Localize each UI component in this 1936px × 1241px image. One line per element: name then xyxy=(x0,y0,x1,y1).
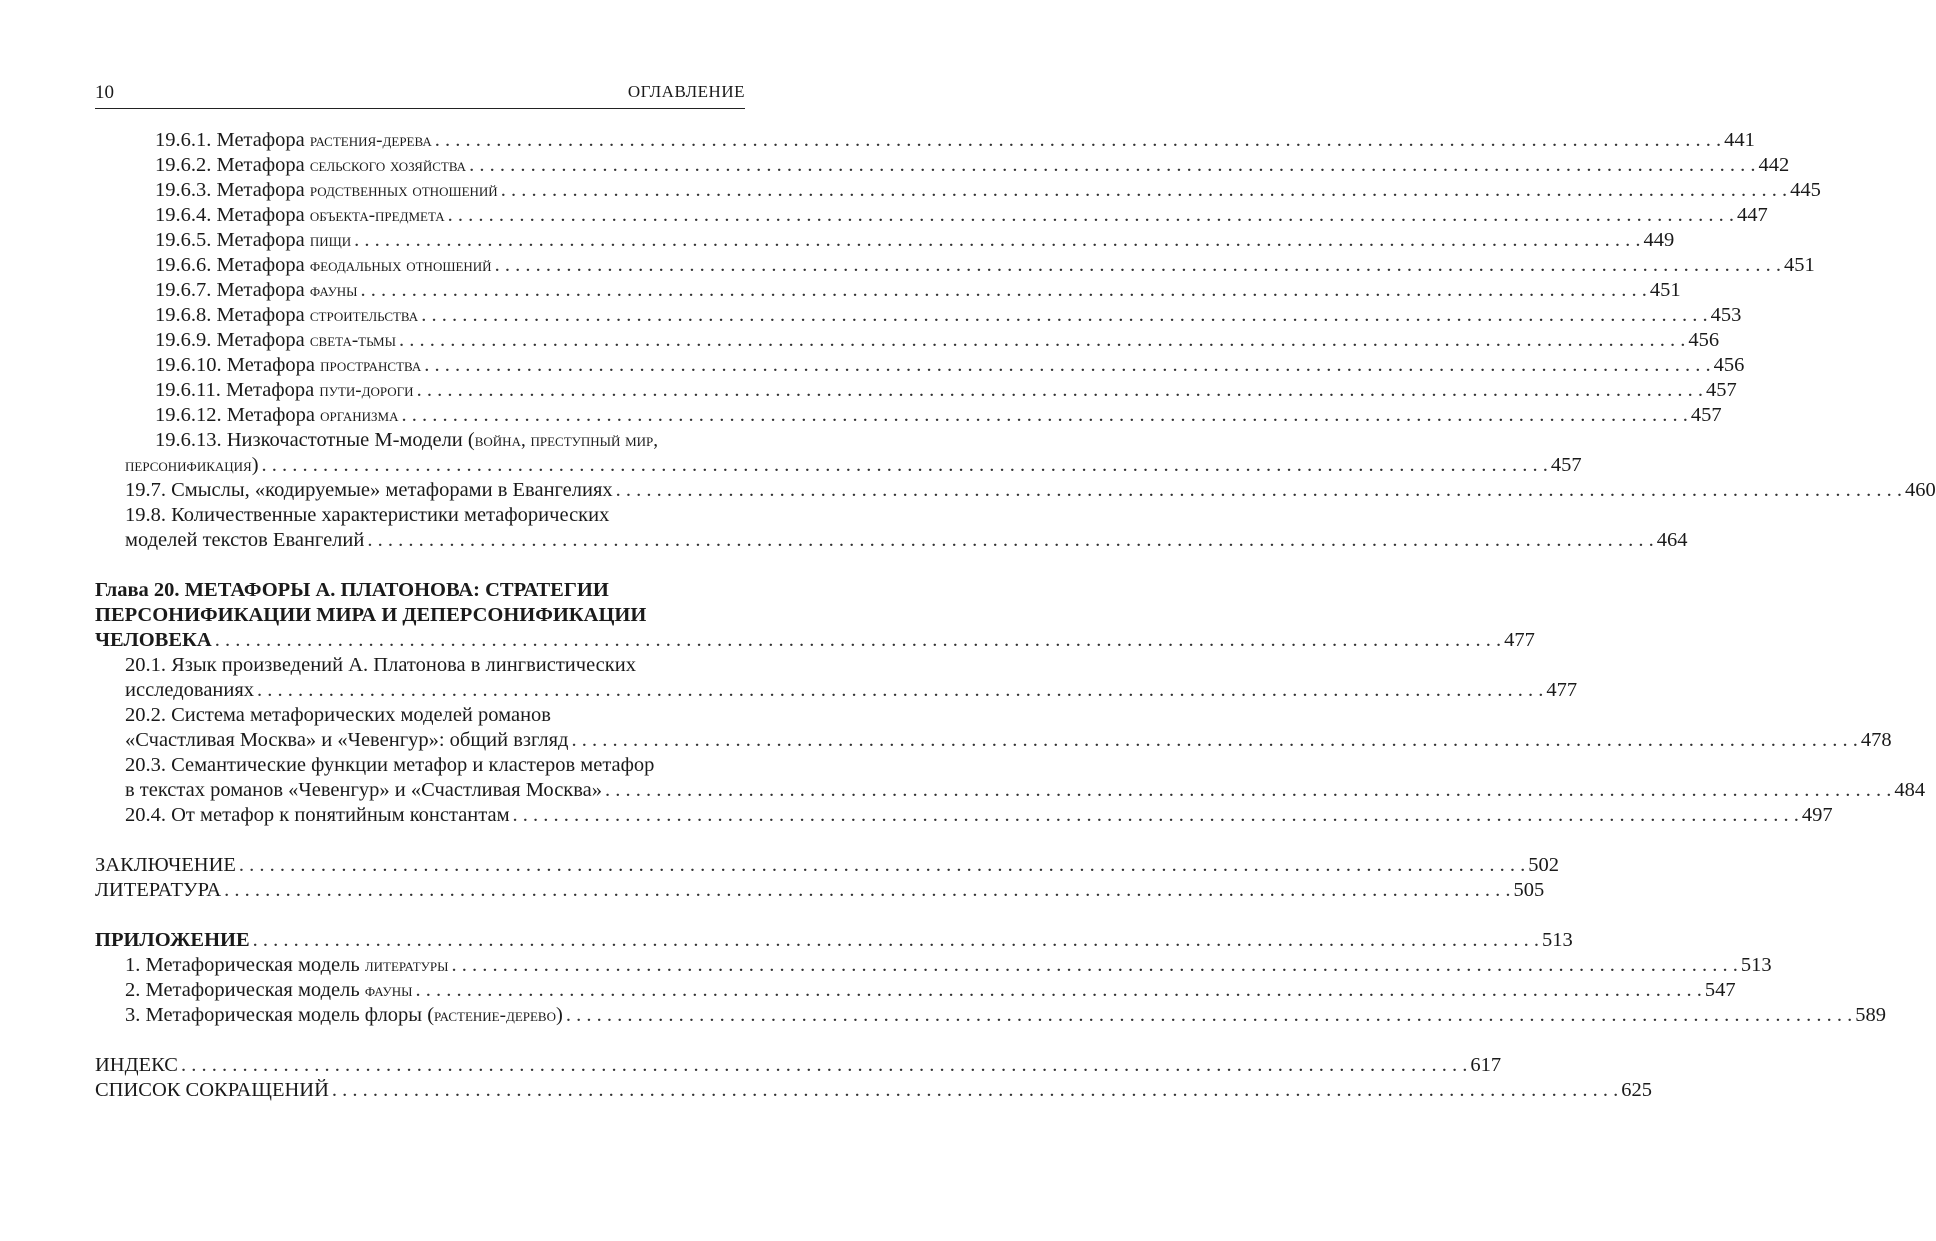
entry-prefix: 19.6.2. Метафора xyxy=(155,154,310,176)
toc-appendix-3[interactable] xyxy=(95,1003,1886,1028)
leader-dots xyxy=(451,953,1737,978)
toc-entry-19-6-11[interactable] xyxy=(95,378,1737,403)
entry-topic: родственных отношений xyxy=(309,180,498,201)
toc-index[interactable] xyxy=(95,1053,1502,1078)
leader-dots xyxy=(415,978,1701,1003)
entry-page: 547 xyxy=(1704,979,1736,1001)
entry-title: 20.4. От метафор к понятийным константам xyxy=(125,804,510,826)
entry-title: 20.2. Система метафорических моделей романов xyxy=(125,704,551,726)
leader-dots xyxy=(566,1003,1852,1028)
entry-title: 20.1. Язык произведений А. Платонова в лингвистических xyxy=(125,654,636,676)
entry-page: 457 xyxy=(1690,404,1722,426)
toc-entry-19-7[interactable] xyxy=(95,478,1936,503)
leader-dots xyxy=(469,153,1755,178)
toc-conclusion[interactable] xyxy=(95,853,1560,878)
toc-entry-19-6-8[interactable] xyxy=(95,303,1742,328)
entry-prefix: 19.6.5. Метафора xyxy=(155,229,310,251)
toc-chapter-20-line3[interactable] xyxy=(95,628,1535,653)
leader-dots xyxy=(239,853,1525,878)
leader-dots xyxy=(361,278,1647,303)
running-title: ОГЛАВЛЕНИЕ xyxy=(627,82,745,101)
entry-title: ЗАКЛЮЧЕНИЕ xyxy=(95,854,236,876)
entry-topic: фауны xyxy=(364,980,413,1001)
entry-page: 617 xyxy=(1470,1054,1502,1076)
leader-dots xyxy=(367,528,1653,553)
entry-topic: растения-дерева xyxy=(309,130,432,151)
entry-topic: пути-дороги xyxy=(319,380,414,401)
entry-title: «Счастливая Москва» и «Чевенгур»: общий взгляд xyxy=(125,729,569,751)
leader-dots xyxy=(513,803,1799,828)
toc-entry-19-6-1[interactable] xyxy=(95,128,1755,153)
entry-page: 460 xyxy=(1905,479,1936,501)
entry-page: 513 xyxy=(1740,954,1772,976)
entry-prefix: 1. Метафорическая модель xyxy=(125,954,365,976)
leader-dots xyxy=(257,678,1543,703)
entry-prefix: 2. Метафорическая модель xyxy=(125,979,365,1001)
entry-prefix: 19.6.9. Метафора xyxy=(155,329,310,351)
page-number: 10 xyxy=(95,82,114,103)
leader-dots xyxy=(215,628,1501,653)
entry-page: 513 xyxy=(1542,929,1573,951)
toc-entry-19-6-13-line2[interactable] xyxy=(95,453,1582,478)
toc-literature[interactable] xyxy=(95,878,1545,903)
entry-page: 478 xyxy=(1860,729,1892,751)
entry-title: 19.8. Количественные характеристики метафорических xyxy=(125,504,610,526)
entry-page: 451 xyxy=(1783,254,1815,276)
entry-page: 502 xyxy=(1528,854,1560,876)
toc-appendix[interactable] xyxy=(95,928,1573,953)
toc-entry-20-2-line2[interactable] xyxy=(95,728,1892,753)
entry-suffix: ) xyxy=(251,454,259,476)
entry-prefix: 19.6.10. Метафора xyxy=(155,354,321,376)
toc-entry-19-6-5[interactable] xyxy=(95,228,1675,253)
leader-dots xyxy=(401,403,1687,428)
toc-entry-20-1-line2[interactable] xyxy=(95,678,1578,703)
toc-entry-19-8-line2[interactable] xyxy=(95,528,1688,553)
entry-topic: война, преступный мир, xyxy=(474,430,659,451)
entry-topic: строительства xyxy=(309,305,419,326)
toc-entry-19-6-3[interactable] xyxy=(95,178,1821,203)
entry-title: в текстах романов «Чевенгур» и «Счастливая Москва» xyxy=(125,779,603,801)
toc-entry-20-4[interactable] xyxy=(95,803,1833,828)
leader-dots xyxy=(448,203,1734,228)
entry-prefix: 3. Метафорическая модель флоры ( xyxy=(125,1004,435,1026)
entry-topic: сельского хозяйства xyxy=(309,155,467,176)
entry-page: 441 xyxy=(1724,129,1755,151)
entry-page: 457 xyxy=(1705,379,1737,401)
table-of-contents xyxy=(95,128,1936,1103)
toc-appendix-1[interactable] xyxy=(95,953,1772,978)
chapter-title: ПЕРСОНИФИКАЦИИ МИРА И ДЕПЕРСОНИФИКАЦИИ xyxy=(95,604,647,626)
entry-topic: организма xyxy=(320,405,399,426)
leader-dots xyxy=(224,878,1510,903)
toc-entry-19-6-12[interactable] xyxy=(95,403,1722,428)
chapter-title: ЧЕЛОВЕКА xyxy=(95,629,212,651)
leader-dots xyxy=(253,928,1539,953)
entry-page: 589 xyxy=(1855,1004,1886,1026)
entry-title: ЛИТЕРАТУРА xyxy=(95,879,222,901)
toc-entry-19-6-2[interactable] xyxy=(95,153,1790,178)
entry-page: 625 xyxy=(1621,1079,1653,1101)
leader-dots xyxy=(421,303,1707,328)
entry-prefix: 19.6.6. Метафора xyxy=(155,254,310,276)
entry-title: СПИСОК СОКРАЩЕНИЙ xyxy=(95,1079,329,1101)
leader-dots xyxy=(181,1053,1467,1078)
entry-page: 442 xyxy=(1758,154,1790,176)
toc-entry-19-8-line1[interactable] xyxy=(95,503,745,528)
entry-prefix: 19.6.1. Метафора xyxy=(155,129,310,151)
entry-page: 451 xyxy=(1649,279,1681,301)
toc-chapter-20-line2[interactable] xyxy=(95,603,745,628)
leader-dots xyxy=(571,728,1857,753)
entry-prefix: 19.6.4. Метафора xyxy=(155,204,310,226)
entry-title: ПРИЛОЖЕНИЕ xyxy=(95,929,250,951)
toc-chapter-20-line1[interactable] xyxy=(95,578,745,603)
leader-dots xyxy=(501,178,1787,203)
toc-appendix-2[interactable] xyxy=(95,978,1736,1003)
entry-topic: пищи xyxy=(309,230,352,251)
toc-entry-19-6-9[interactable] xyxy=(95,328,1720,353)
entry-topic: растение-дерево xyxy=(434,1005,556,1026)
leader-dots xyxy=(424,353,1710,378)
entry-page: 445 xyxy=(1790,179,1821,201)
leader-dots xyxy=(605,778,1891,803)
entry-prefix: 19.6.11. Метафора xyxy=(155,379,320,401)
leader-dots xyxy=(399,328,1685,353)
entry-prefix: 19.6.12. Метафора xyxy=(155,404,321,426)
leader-dots xyxy=(332,1078,1618,1103)
entry-suffix: ) xyxy=(556,1004,563,1026)
toc-abbreviations[interactable] xyxy=(95,1078,1653,1103)
toc-entry-20-2-line1[interactable] xyxy=(95,703,745,728)
entry-prefix: 19.6.8. Метафора xyxy=(155,304,310,326)
toc-entry-19-6-6[interactable] xyxy=(95,253,1815,278)
toc-entry-20-3-line2[interactable] xyxy=(95,778,1926,803)
leader-dots xyxy=(417,378,1703,403)
running-header xyxy=(95,80,745,109)
entry-page: 477 xyxy=(1504,629,1535,651)
entry-topic: персонификация xyxy=(125,455,252,476)
entry-topic: литературы xyxy=(364,955,449,976)
entry-page: 497 xyxy=(1801,804,1833,826)
leader-dots xyxy=(616,478,1902,503)
entry-page: 484 xyxy=(1894,779,1926,801)
entry-page: 505 xyxy=(1513,879,1545,901)
entry-title: моделей текстов Евангелий xyxy=(125,529,365,551)
entry-prefix: 19.6.13. Низкочастотные М-модели ( xyxy=(155,429,475,451)
entry-page: 449 xyxy=(1643,229,1675,251)
leader-dots xyxy=(495,253,1781,278)
toc-entry-19-6-13-line1[interactable] xyxy=(95,428,745,453)
entry-page: 453 xyxy=(1710,304,1742,326)
entry-topic: объекта-предмета xyxy=(309,205,445,226)
leader-dots xyxy=(435,128,1721,153)
leader-dots xyxy=(262,453,1548,478)
entry-topic: пространства xyxy=(320,355,422,376)
entry-topic: феодальных отношений xyxy=(309,255,492,276)
entry-page: 447 xyxy=(1737,204,1768,226)
leader-dots xyxy=(354,228,1640,253)
entry-page: 456 xyxy=(1713,354,1745,376)
entry-page: 464 xyxy=(1656,529,1688,551)
toc-entry-19-6-10[interactable] xyxy=(95,353,1745,378)
entry-prefix: 19.6.7. Метафора xyxy=(155,279,310,301)
entry-title: ИНДЕКС xyxy=(95,1054,178,1076)
entry-title: исследованиях xyxy=(125,679,255,701)
entry-page: 457 xyxy=(1550,454,1582,476)
entry-topic: фауны xyxy=(309,280,358,301)
toc-entry-20-3-line1[interactable] xyxy=(95,753,745,778)
entry-page: 477 xyxy=(1546,679,1578,701)
entry-title: 19.7. Смыслы, «кодируемые» метафорами в Евангелиях xyxy=(125,479,613,501)
entry-prefix: 19.6.3. Метафора xyxy=(155,179,310,201)
toc-entry-19-6-4[interactable] xyxy=(95,203,1768,228)
entry-page: 456 xyxy=(1688,329,1720,351)
entry-title: 20.3. Семантические функции метафор и кластеров метафор xyxy=(125,754,655,776)
toc-entry-19-6-7[interactable] xyxy=(95,278,1681,303)
chapter-title: Глава 20. МЕТАФОРЫ А. ПЛАТОНОВА: СТРАТЕГИИ xyxy=(95,579,609,601)
toc-entry-20-1-line1[interactable] xyxy=(95,653,745,678)
entry-topic: света-тьмы xyxy=(309,330,396,351)
